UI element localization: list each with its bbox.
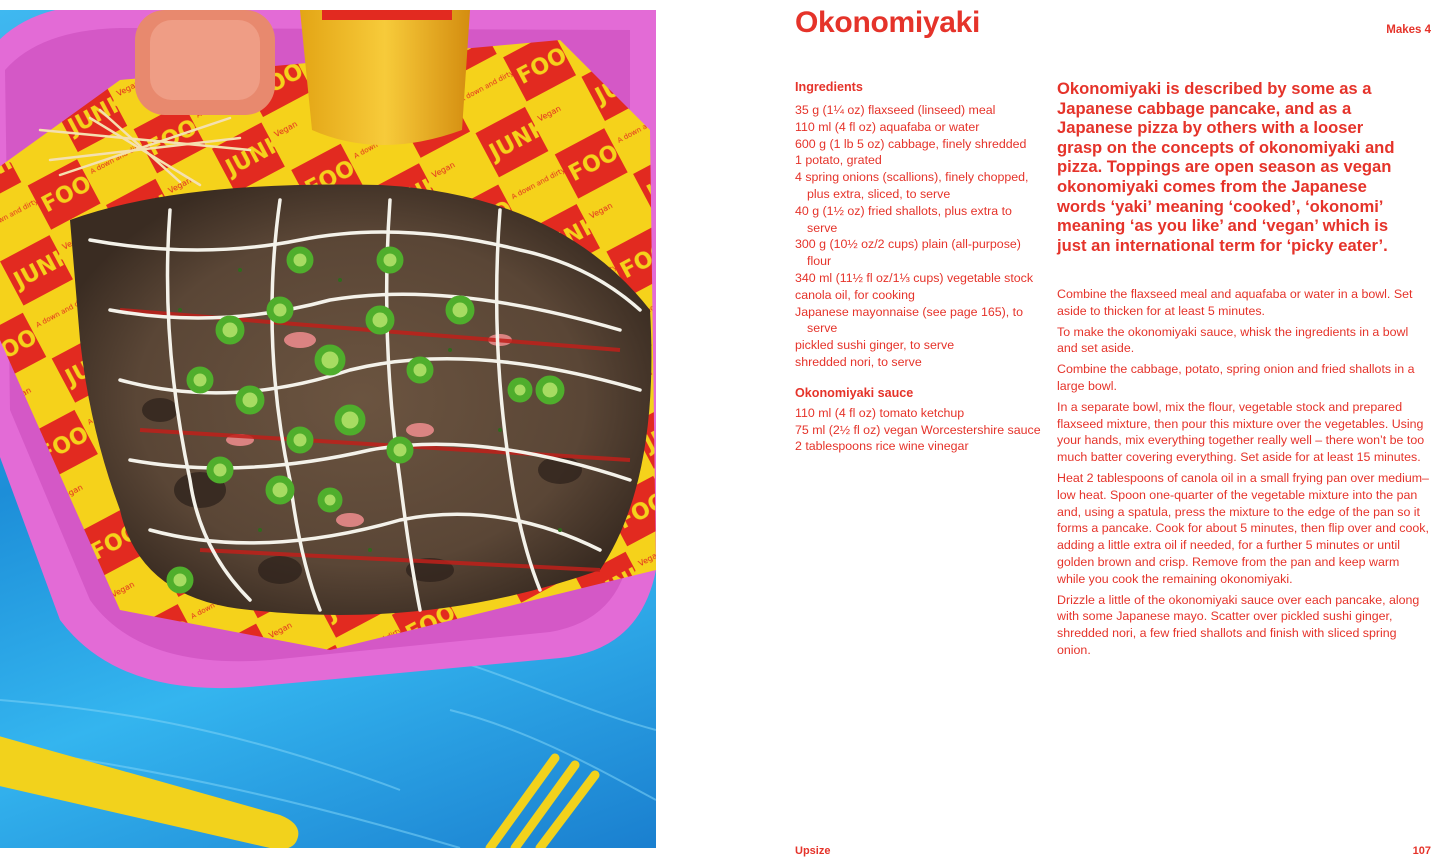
okonomiyaki-illustration: [0, 10, 656, 848]
method-steps: [1057, 286, 1429, 663]
yellow-fork-handle: [0, 735, 298, 848]
recipe-photo: [0, 10, 656, 848]
servings-label: Makes 4: [1386, 24, 1431, 36]
ingredients-list: [795, 102, 1045, 371]
sauce-heading: Okonomiyaki sauce: [795, 385, 914, 400]
ingredient-item: 1 potato, grated: [795, 153, 882, 168]
sauce-item: 75 ml (2½ fl oz) vegan Worcestershire sauce: [795, 422, 1041, 437]
ingredient-item: Japanese mayonnaise (see page 165), to serve: [795, 304, 1024, 336]
ingredient-item: canola oil, for cooking: [795, 287, 915, 302]
chili-jar: [135, 10, 275, 115]
ingredient-item: 340 ml (11½ fl oz/1⅓ cups) vegetable stock: [795, 270, 1034, 285]
ingredient-item: 600 g (1 lb 5 oz) cabbage, finely shredded: [795, 136, 1027, 151]
method-step: To make the okonomiyaki sauce, whisk the ingredients in a bowl and set aside.: [1057, 324, 1409, 356]
ingredient-item: 300 g (10½ oz/2 cups) plain (all-purpose) flour: [795, 237, 1021, 269]
method-step: In a separate bowl, mix the flour, vegetable stock and prepared flaxseed mixture, then pour this mixture over the vegetables. Using your hands, mix everything together really well – there won’t be too much batter covering everything. Set aside for at least 15 minutes.: [1057, 399, 1425, 465]
method-step: Combine the flaxseed meal and aquafaba or water in a bowl. Set aside to thicken for at least 5 minutes.: [1057, 287, 1413, 318]
sauce-list: [795, 405, 1045, 455]
ingredient-item: shredded nori, to serve: [795, 354, 922, 369]
page-number: 107: [1412, 845, 1431, 857]
recipe-intro: Okonomiyaki is described by some as a Japanese cabbage pancake, and as a Japanese pizza by others with a looser grasp on the concepts of okonomiyaki and pizza. Toppings are open season as vegan okonomiyaki comes from the Japanese words ‘yaki’ meaning ‘cooked’, ‘okonomi’ meaning ‘as you like’ and ‘vegan’ which is just an international term for ‘picky eater’.: [1057, 79, 1395, 255]
section-footer: Upsize: [795, 845, 831, 857]
sauce-item: 110 ml (4 fl oz) tomato ketchup: [795, 405, 965, 420]
ingredient-item: 40 g (1½ oz) fried shallots, plus extra to serve: [795, 203, 1012, 235]
recipe-title: Okonomiyaki: [795, 6, 981, 39]
yellow-cup: [300, 10, 470, 145]
sauce-item: 2 tablespoons rice wine vinegar: [795, 439, 969, 454]
ingredient-item: 110 ml (4 fl oz) aquafaba or water: [795, 119, 980, 134]
method-step: Drizzle a little of the okonomiyaki sauce over each pancake, along with some Japanese mayo. Scatter over pickled sushi ginger, shredded nori, a few fried shallots and finish with sliced spring onion.: [1057, 592, 1420, 657]
yellow-fork-tines: [490, 758, 595, 848]
ingredient-item: 4 spring onions (scallions), finely chopped, plus extra, sliced, to serve: [795, 170, 1029, 201]
method-step: Combine the cabbage, potato, spring onion and fried shallots in a large bowl.: [1057, 362, 1415, 393]
okonomiyaki-pancake: [70, 184, 651, 615]
ingredients-column: [795, 79, 1045, 455]
method-step: Heat 2 tablespoons of canola oil in a small frying pan over medium–low heat. Spoon one-quarter of the vegetable mixture into the pan and, using a spatula, press the mixture to the edge of the pan so it forms a pancake. Cook for about 5 minutes, then flip over and cook, adding a little extra oil if needed, for a further 5 minutes or until golden brown and crisp. Remove from the pan and keep warm while you cook the remaining okonomiyaki.: [1057, 470, 1429, 586]
ingredient-item: pickled sushi ginger, to serve: [795, 338, 955, 353]
ingredients-heading: Ingredients: [795, 80, 863, 94]
ingredient-item: 35 g (1¼ oz) flaxseed (linseed) meal: [795, 103, 996, 117]
